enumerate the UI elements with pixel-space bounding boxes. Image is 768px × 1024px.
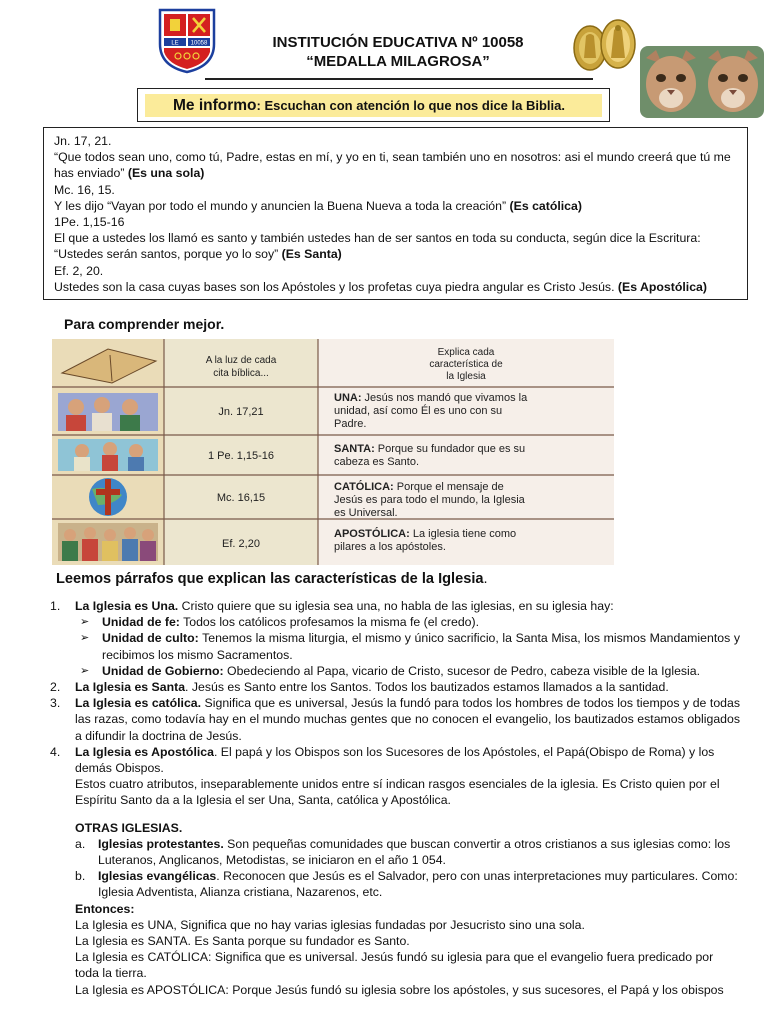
verse-ref: 1Pe. 1,15-16 — [54, 215, 125, 230]
para-comprender-heading: Para comprender mejor. — [64, 316, 225, 332]
arrow-bullet-icon: ➢ — [80, 664, 90, 677]
me-informo-banner — [145, 94, 602, 117]
table-ref: 1 Pe. 1,15-16 — [207, 450, 275, 462]
verse-ref: Mc. 16, 15. — [54, 182, 115, 197]
school-name: “MEDALLA MILAGROSA” — [306, 53, 490, 70]
cougar-cubs-image — [640, 46, 764, 118]
lettered-item: a. Iglesias protestantes. Son pequeñas comunidades que buscan convertir a otros cristianos a sus iglesias como: los Luteranos, Anglicanos, Metodistas, se iniciaron en el año 1 054. — [75, 836, 731, 868]
col2-header-line: la Iglesia — [446, 371, 486, 382]
miraculous-medal-icon — [572, 12, 640, 76]
table-row-text: cabeza es Santo. — [334, 456, 420, 468]
bible-verses-box — [43, 127, 748, 300]
apostles-image — [58, 523, 158, 561]
people-group-image — [58, 393, 158, 431]
verse-quote: Ustedes son la casa cuyas bases son los Apóstoles y los profetas cuya piedra angular es Cristo Jesús. (Es Apostólica) — [54, 279, 707, 294]
table-ref: Ef. 2,20 — [222, 538, 260, 550]
table-row-text: UNA: Jesús nos mandó que vivamos la — [334, 392, 528, 404]
table-row-text: SANTA: Porque su fundador que es su — [334, 443, 526, 455]
table-row-text: APOSTÓLICA: La iglesia tiene como — [334, 528, 517, 540]
list-item: 3. La Iglesia es católica. Significa que es universal, Jesús la fundó para todos los hombres de todos los tiempos y de todas las razas, como todavía hay en el mundo muchas gentes que no conocen el evangelio, los bautizados estamos obligados a difundir la doctrina de Jesús. — [50, 696, 740, 743]
characteristics-table — [52, 339, 614, 565]
table-ref: Jn. 17,21 — [218, 406, 264, 418]
table-row-text: CATÓLICA: Porque el mensaje de — [334, 481, 504, 493]
header-divider — [205, 78, 593, 80]
institution-title: INSTITUCIÓN EDUCATIVA Nº 10058 — [272, 34, 524, 51]
table-ref: Mc. 16,15 — [216, 492, 266, 504]
verse-ref: Ef. 2, 20. — [54, 263, 104, 278]
table-row-text: Padre. — [334, 418, 367, 430]
leemos-heading: Leemos párrafos que explican las características de la Iglesia. — [56, 571, 488, 587]
me-informo-box — [137, 88, 610, 122]
col2-header-line: Explica cada — [437, 347, 495, 358]
entonces-heading: Entonces: — [75, 901, 135, 916]
table-row-text: es Universal. — [334, 507, 398, 519]
list-item: 2. La Iglesia es Santa. Jesús es Santo entre los Santos. Todos los bautizados estamos llamados a la santidad. — [50, 680, 669, 695]
table-row-text: Jesús es para todo el mundo, la Iglesia — [334, 494, 525, 506]
entonces-line: La Iglesia es CATÓLICA: Significa que es universal. Jesús fundó su iglesia para que el evangelio fuera predicado por toda la tierra. — [75, 950, 714, 981]
me-informo-text: : Escuchan con atención lo que nos dice la Biblia. — [256, 98, 565, 113]
entonces-line: La Iglesia es SANTA. Es Santa porque su fundador es Santo. — [75, 934, 410, 949]
svg-text:10058: 10058 — [190, 40, 208, 47]
col1-header-line: cita bíblica... — [213, 368, 269, 379]
arrow-bullet-icon: ➢ — [80, 632, 90, 645]
verse-quote: El que a ustedes los llamó es santo y también ustedes han de ser santos en toda su conducta, según dice la Escritura: “Ustedes serán santos, porque yo lo soy” (Es Santa) — [54, 231, 701, 262]
list-item: 1. La Iglesia es Una. Cristo quiere que su iglesia sea una, no habla de las iglesias, en su iglesia hay: — [50, 599, 614, 613]
verse-quote: “Que todos sean uno, como tú, Padre, estas en mí, y yo en ti, sean también uno en nosotros: asi el mundo creerá que tú me has enviado” (Es una sola) — [54, 150, 731, 181]
verse-ref: Jn. 17, 21. — [54, 134, 112, 148]
entonces-line: La Iglesia es UNA, Significa que no hay varias iglesias fundadas por Jesucristo sino una sola. — [75, 917, 585, 932]
atributos-paragraph: Estos cuatro atributos, inseparablemente unidos entre sí indican rasgos esenciales de la iglesia. Es Cristo quien por el Espíritu Santo da a la Iglesia el ser Una, Santa, católica y Apostólica. — [75, 777, 720, 808]
me-informo-label: Me informo — [173, 97, 257, 114]
list-item: 4. La Iglesia es Apostólica. El papá y los Obispos son los Sucesores de los Apóstoles, el Papá(Obispo de Roma) y los demás Obispos. — [50, 744, 715, 776]
saints-image — [58, 439, 158, 471]
sub-list-item: ➢ Unidad de Gobierno: Obedeciendo al Papa, vicario de Cristo, sucesor de Pedro, cabeza visible de la Iglesia. — [80, 663, 701, 678]
entonces-line: La Iglesia es APOSTÓLICA: Porque Jesús fundó su iglesia sobre los apóstoles, y sus sucesores, el Papá y los obispos — [75, 982, 724, 997]
sub-list-item: ➢ Unidad de culto: Tenemos la misma liturgia, el mismo y único sacrificio, la Santa Misa, los mismos Mandamientos y recibimos los mismo Sacramentos. — [80, 631, 740, 662]
verse-quote: Y les dijo “Vayan por todo el mundo y anuncien la Buena Nueva a toda la creación” (Es católica) — [54, 198, 582, 213]
otras-iglesias-heading: OTRAS IGLESIAS. — [75, 820, 183, 835]
globe-cross-icon — [89, 478, 127, 516]
sub-list-item: ➢ Unidad de fe: Todos los católicos profesamos la misma fe (el credo). — [80, 615, 480, 630]
col1-header-line: A la luz de cada — [205, 355, 277, 366]
col2-header-line: característica de — [429, 359, 503, 370]
table-row-text: unidad, así como Él es uno con su — [334, 405, 503, 417]
svg-text:LE: LE — [171, 40, 179, 47]
table-row-text: pilares a los apóstoles. — [334, 541, 446, 553]
body-text — [30, 598, 740, 998]
arrow-bullet-icon: ➢ — [80, 616, 90, 629]
lettered-item: b. Iglesias evangélicas. Reconocen que Jesús es el Salvador, pero con unas interpretaciones muy particulares. Como: Iglesia Adventista, Alianza cristiana, Nazarenos, etc. — [75, 869, 738, 900]
